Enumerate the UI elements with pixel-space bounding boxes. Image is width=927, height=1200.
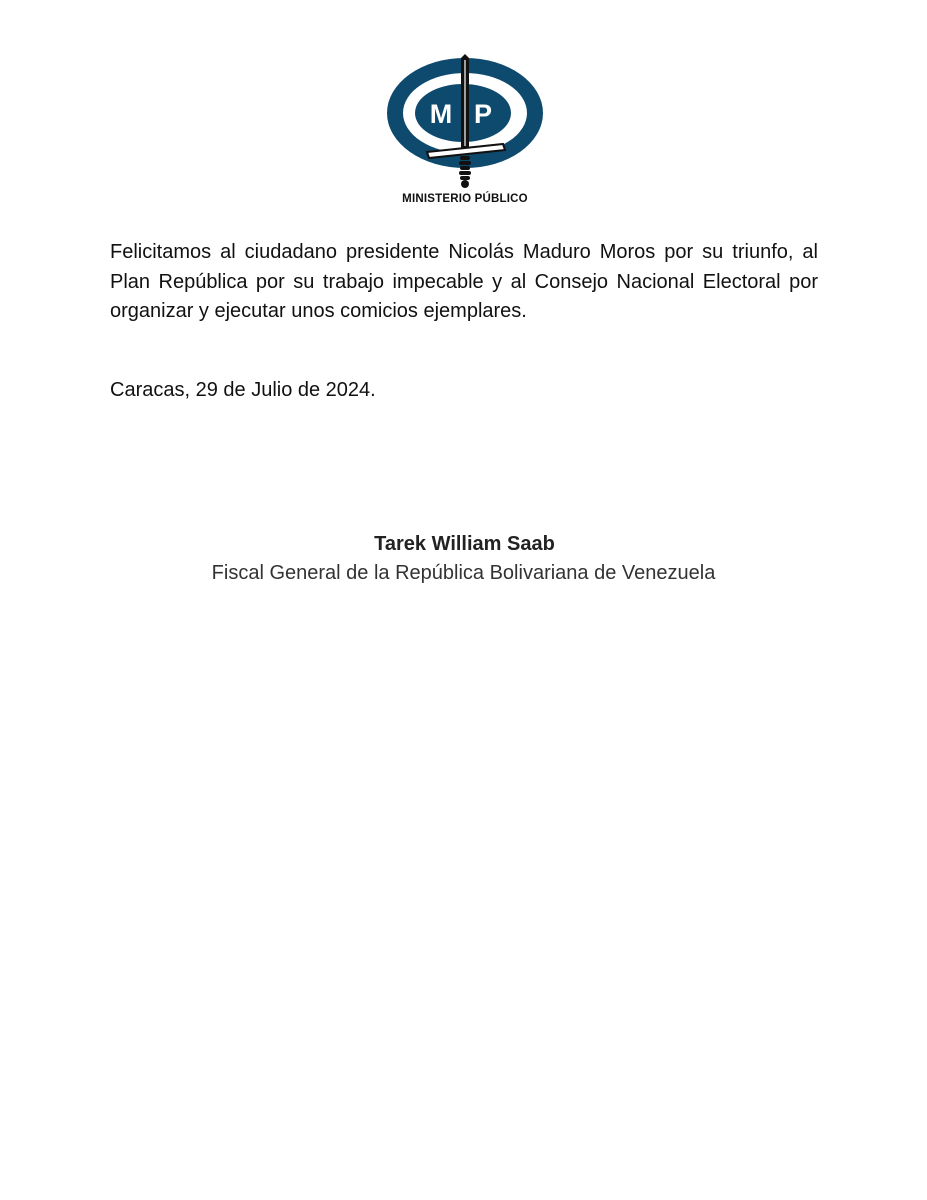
- emblem-letter-m: M: [429, 99, 453, 129]
- logo-caption: MINISTERIO PÚBLICO: [402, 193, 528, 205]
- signatory-title: Fiscal General de la República Bolivariana de Venezuela: [211, 562, 716, 584]
- ministerio-publico-logo: [383, 52, 547, 210]
- emblem-letter-p: P: [473, 99, 493, 129]
- mp-emblem-icon: [383, 52, 547, 210]
- statement-paragraph: Felicitamos al ciudadano presidente Nicolás Maduro Moros por su triunfo, al Plan República por su trabajo impecable y al Consejo Nacional Electoral por organizar y ejecutar unos comicios ejemplares.: [110, 241, 818, 322]
- dateline: Caracas, 29 de Julio de 2024.: [110, 379, 376, 401]
- signature-block: [0, 530, 927, 588]
- signatory-name: Tarek William Saab: [374, 533, 555, 555]
